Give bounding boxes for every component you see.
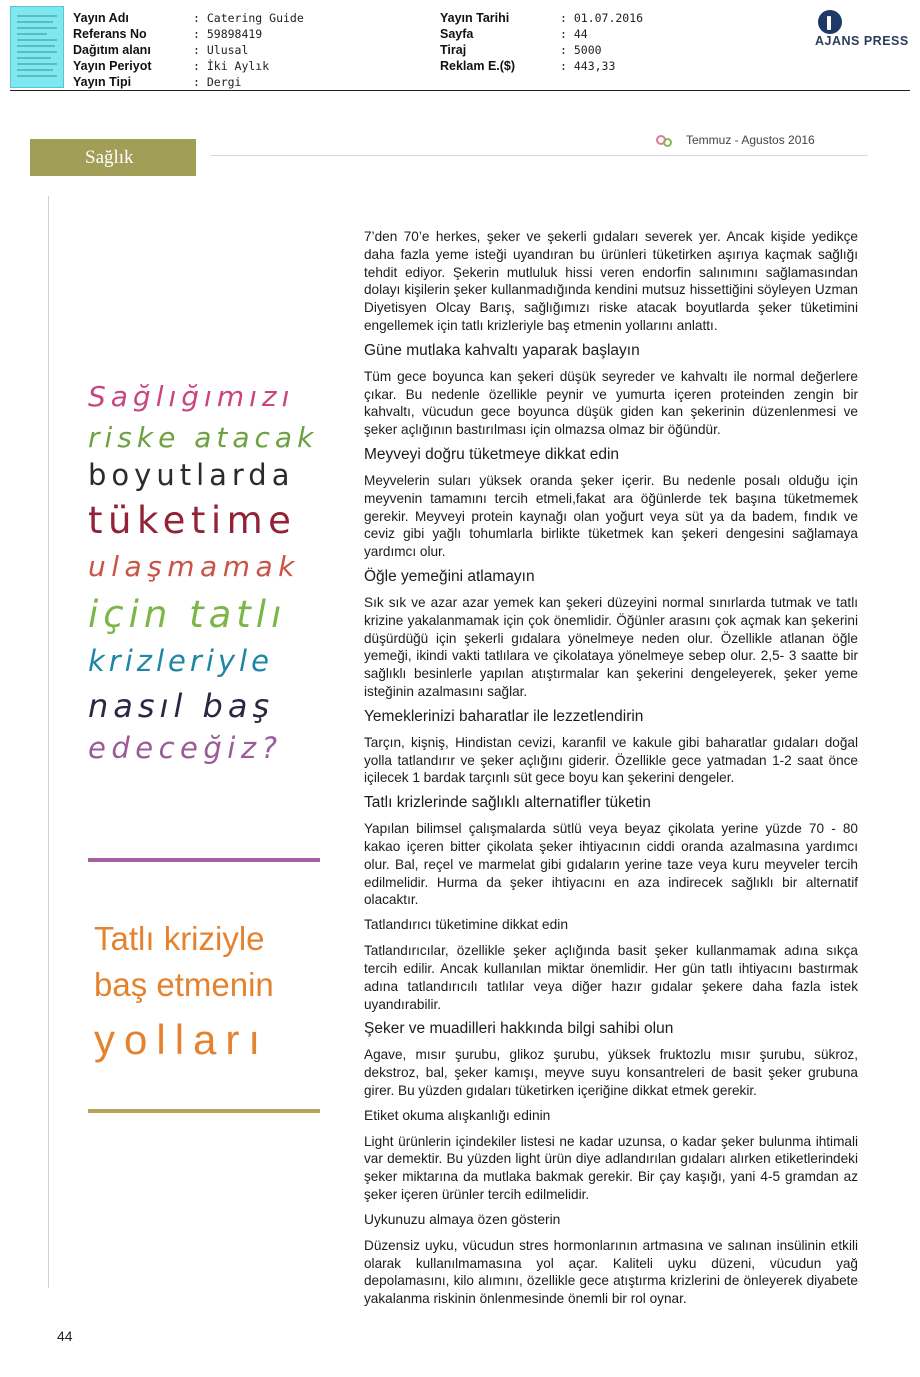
- field-sayfa: [440, 26, 473, 42]
- field-label: Dağıtım alanı: [73, 43, 151, 57]
- section-tab: Sağlık: [30, 139, 196, 176]
- top-rule: [210, 155, 868, 156]
- section-heading: Öğle yemeğini atlamayın: [364, 567, 535, 585]
- section-heading: Uykunuzu almaya özen gösterin: [364, 1211, 561, 1227]
- pull-quote-line: ulaşmamak: [88, 550, 300, 583]
- section-heading: Meyveyi doğru tüketmeye dikkat edin: [364, 445, 620, 463]
- field-value: : Catering Guide: [193, 11, 304, 25]
- decorative-bar-top: [88, 858, 320, 862]
- section-text: Light ürünlerin içindekiler listesi ne kadar uzunsa, o kadar şeker bulunma ihtimali var demektir. Bu yüzden light ürün diye adlandırılan gıdaları alırken etiketlerindeki şeker miktarına da mutlaka bakmak gerekir. Bir çay kaşığı, yani 4-5 gramdan az şeker içeren ürünler tercih edilmelidir.: [364, 1133, 858, 1203]
- article-title-line: baş etmenin: [94, 966, 274, 1003]
- section-text: Tüm gece boyunca kan şekeri düşük seyreder ve kahvaltı ile normal değerlere çıkar. Bu nedenle özellikle peynir ve yumurta içeren proteinden zengin bir kahvaltı, vücudun gece boyunca düşük giden kan şekerinin düzenlenmesi ve şeker açlığının bastırılması için olmazsa olmaz bir öğündür.: [364, 368, 858, 438]
- field-value: : Ulusal: [193, 43, 249, 57]
- section-text: Yapılan bilimsel çalışmalarda sütlü veya beyaz çikolata yerine yüzde 70 - 80 kakao içeren bitter çikolata şeker ihtiyacının ciddi oranda azalmasına yardımcı olur. Bal, reçel ve marmelat gibi gıdaların yerine taze veya kuru meyveler tercih edilmelidir. Hurma da şeker ihtiyacını en aza indirecek sağlıklı bir alternatif olacaktır.: [364, 821, 858, 908]
- field-label: Tiraj: [440, 43, 467, 57]
- pull-quote-line: Sağlığımızı: [88, 380, 295, 413]
- pull-quote-line: için tatlı: [88, 593, 287, 636]
- field-tiraj: [440, 42, 466, 58]
- page-thumbnail[interactable]: [10, 6, 64, 88]
- field-referans-no: [73, 26, 147, 42]
- section-heading: Yemeklerinizi baharatlar ile lezzetlendirin: [364, 707, 644, 725]
- section-heading: Tatlandırıcı tüketimine dikkat edin: [364, 917, 568, 933]
- section-text: Meyvelerin suları yüksek oranda şeker içerir. Bu nedenle posalı olduğu için meyvenin tamamını tercih etmeli,fakat ara öğünlerde tek başına tüketmemek gerekir. Meyveyi protein kaynağı olan yoğurt veya süt ya da badem, fındık ve ceviz gibi yağlı tohumlarla birlikte tüketmek kan şekeri dengesini sağlamaya yardımcı olur.: [364, 472, 858, 560]
- pull-quote-line: krizleriyle: [88, 644, 273, 678]
- section-text: Sık sık ve azar azar yemek kan şekeri düzeyini normal sınırlarda tutmak ve tatlı krizine yakalanmamak için çok önemlidir. Öğünler arasını çok açmak kan şekerini düşürdüğü için şekerli gıdalara yönelmeye neden olur. Özellikle atlanan öğle yemeği, ikindi vakti tatlılara ve çikolataya yönelmeye sebep olur. 2,5- 3 saatte bir sağlıklı besinlerle yapılan atıştırmalar kan şekerini dengeleyerek, şeker yeme isteğinin azalmasını sağlar.: [364, 594, 858, 699]
- field-label: Sayfa: [440, 27, 474, 41]
- field-yayin-tipi: [73, 74, 131, 90]
- field-label: Referans No: [73, 27, 147, 41]
- section-heading: Şeker ve muadilleri hakkında bilgi sahibi olun: [364, 1020, 674, 1038]
- section-heading: Tatlı krizlerinde sağlıklı alternatifler tüketin: [364, 794, 651, 812]
- magazine-logo-icon: [656, 133, 678, 149]
- field-value: : 443,33: [560, 59, 616, 73]
- article-title-line: yolları: [94, 1016, 270, 1063]
- ajans-press-logo: [815, 10, 911, 50]
- field-value: : Dergi: [193, 75, 242, 89]
- field-value: : 59898419: [193, 27, 263, 41]
- field-label: Yayın Adı: [73, 11, 129, 25]
- field-value: : 5000: [560, 43, 602, 57]
- header-divider: [10, 90, 910, 91]
- pull-quote-line: tüketime: [88, 499, 297, 542]
- field-label: Yayın Periyot: [73, 59, 152, 73]
- decorative-bar-bottom: [88, 1109, 320, 1113]
- ajans-press-logo-icon: [818, 10, 842, 34]
- field-yayin-periyot: [73, 58, 152, 74]
- page-number: 44: [57, 1328, 73, 1344]
- issue-date: Temmuz - Agustos 2016: [686, 133, 815, 147]
- pull-quote-line: edeceğiz?: [88, 731, 283, 765]
- field-yayin-tarihi: [440, 10, 509, 26]
- column-divider: [48, 196, 49, 1288]
- article-body: [364, 228, 858, 1308]
- field-value: : 44: [560, 27, 588, 41]
- article-title-line: Tatlı kriziyle: [94, 920, 265, 957]
- article-intro: 7’den 70’e herkes, şeker ve şekerli gıdaları severek yer. Ancak kişide yedikçe daha fazla yeme isteği uyandıran bu ürünleri tüketirken aşırıya kaçmak sağlığı tehdit ediyor. Şekerin mutluluk hissi veren endorfin salınımını sağlamasından dolayı kişilerin şeker kullanmadığında kendini mutsuz hissettiğini söyleyen Uzman Diyetisyen Olcay Barış, sağlığımızı riske atacak boyutlarda şeker tüketimini engellemek için tatlı krizleriyle baş etmenin yollarını anlattı.: [364, 229, 858, 333]
- field-label: Reklam E.($): [440, 59, 516, 73]
- section-text: Tatlandırıcılar, özellikle şeker açlığında basit şeker kullanmamak adına sıkça tercih edilir. Ancak kullanılan miktar önemlidir. Her gün tatlı ihtiyacını bastırmak adına tatlandırıcılı tatlılar veya diğer hazır gıdalar şekere daha fazla istek uyandırabilir.: [364, 943, 858, 1012]
- field-yayin-adi: [73, 10, 129, 26]
- section-heading: Etiket okuma alışkanlığı edinin: [364, 1107, 551, 1123]
- field-dagitim-alani: [73, 42, 151, 58]
- section-text: Düzensiz uyku, vücudun stres hormonlarının artmasına ve salınan insülinin etkili olarak kullanılmamasına yol açar. Kaliteli uyku düzeni, vücudun yağ depolamasını, kilo alımını, özellikle gece atıştırma krizlerini de önleyerek diyabete yakalanma riskinin önlenmesinde önemli bir rol oynar.: [364, 1237, 858, 1307]
- logo-text: AJANS PRESS: [815, 34, 909, 48]
- pull-quote-line: riske atacak: [88, 421, 319, 454]
- field-label: Yayın Tipi: [73, 75, 132, 89]
- clipping-header: [0, 0, 920, 92]
- pull-quote-line: nasıl baş: [88, 687, 275, 725]
- pull-quote-line: boyutlarda: [88, 458, 295, 492]
- field-value: : İki Aylık: [193, 59, 270, 73]
- section-text: Agave, mısır şurubu, glikoz şurubu, yüksek fruktozlu mısır şurubu, sükroz, dekstroz, bal, şeker kamışı, meyve suyu konsantreleri de basit şeker grubuna girer. Bu yüzden gıdaları tüketirken içeriğine dikkat etmek gerekir.: [364, 1047, 858, 1098]
- section-text: Tarçın, kişniş, Hindistan cevizi, karanfil ve kakule gibi baharatlar gıdaları doğal yolla tatlandırır ve şeker açlığını giderir. Özellikle gece yatmadan 1-2 saat önce içilecek 1 bardak tarçınlı süt gece boyu kan şekerini dengeler.: [364, 734, 858, 786]
- field-value: : 01.07.2016: [560, 11, 644, 25]
- field-label: Yayın Tarihi: [440, 11, 510, 25]
- field-reklam-esdegeri: [440, 58, 515, 74]
- section-heading: Güne mutlaka kahvaltı yaparak başlayın: [364, 341, 640, 359]
